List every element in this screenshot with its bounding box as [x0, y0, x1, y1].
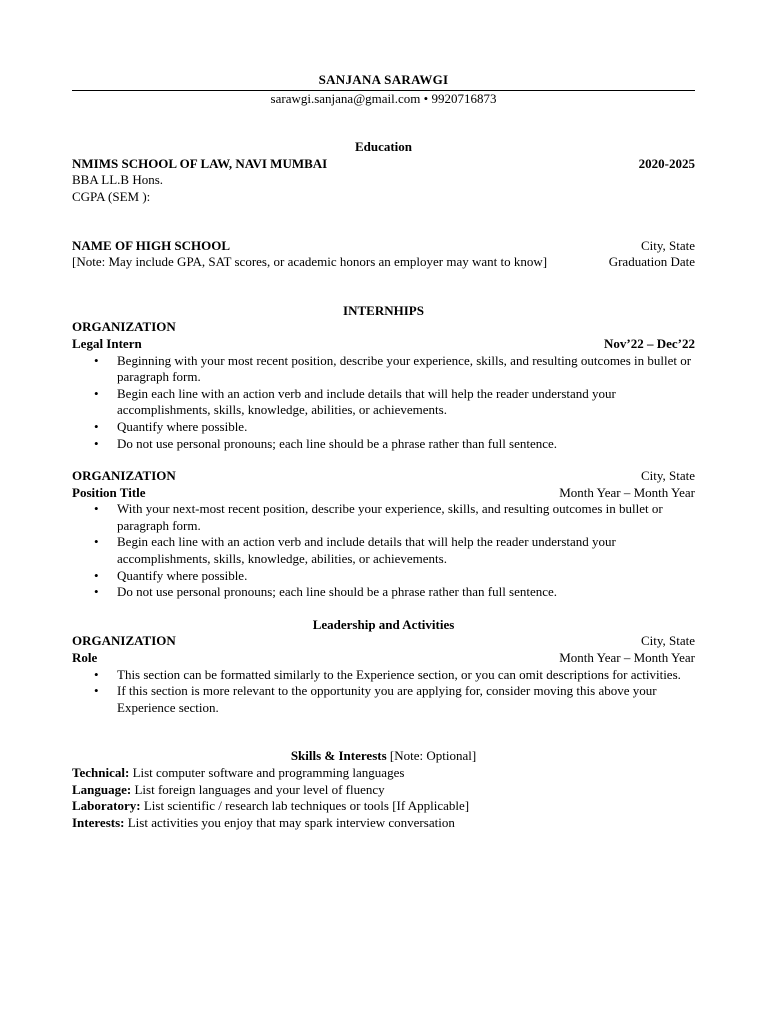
- skills-heading-row: [72, 748, 695, 765]
- leadership-role-row: [72, 650, 695, 667]
- leadership-location: City, State: [640, 633, 695, 649]
- list-item: • Do not use personal pronouns; each line should be a phrase rather than full sentence.: [117, 436, 695, 453]
- leadership-role: Role: [72, 650, 98, 666]
- list-item: • Quantify where possible.: [117, 419, 695, 436]
- leadership-organization: ORGANIZATION: [72, 633, 176, 649]
- education-graduation-date: Graduation Date: [608, 254, 695, 270]
- internship-title-row: [72, 485, 695, 502]
- skills-label: Language:: [72, 781, 132, 797]
- internship-dates: Nov’22 – Dec’22: [604, 335, 695, 351]
- internship-title: Legal Intern: [72, 335, 142, 351]
- education-heading: Education: [354, 139, 413, 155]
- list-item: • Quantify where possible.: [117, 568, 695, 585]
- skills-label: Technical:: [72, 765, 130, 780]
- internship-org-row: [72, 319, 695, 336]
- skills-label: Laboratory:: [72, 798, 141, 814]
- internship-title: Position Title: [72, 484, 146, 500]
- internship-org-row: [72, 468, 695, 485]
- list-item: • If this section is more relevant to the opportunity you are applying for, consider moving this above your Experience section.: [117, 683, 695, 716]
- education-note: [Note: May include GPA, SAT scores, or academic honors an employer may want to know]: [72, 254, 548, 270]
- skills-label: Interests:: [72, 814, 125, 830]
- internship-bullets: [72, 501, 695, 601]
- education-location: City, State: [640, 237, 695, 253]
- list-item: • With your next-most recent position, describe your experience, skills, and resulting outcomes in bullet or paragraph form.: [117, 501, 695, 534]
- internships-heading: INTERNHIPS: [343, 302, 424, 318]
- internship-organization: ORGANIZATION: [72, 468, 176, 484]
- education-degree: BBA LL.B Hons.: [72, 172, 164, 188]
- internship-location: City, State: [640, 468, 695, 484]
- skills-text: List computer software and programming languages: [129, 765, 405, 780]
- list-item: • This section can be formatted similarly to the Experience section, or you can omit descriptions for activities.: [117, 667, 695, 684]
- education-dates: 2020-2025: [638, 155, 695, 171]
- internship-entry-1: [72, 319, 695, 452]
- education-entry-2-header: [72, 238, 695, 255]
- list-item: • Begin each line with an action verb and include details that will help the reader understand your accomplishments, skills, knowledge, abilities, or achievements.: [117, 386, 695, 419]
- list-item: • Begin each line with an action verb and include details that will help the reader understand your accomplishments, skills, knowledge, abilities, or achievements.: [117, 534, 695, 567]
- internship-entry-2: [72, 468, 695, 601]
- education-entry-2-note: [72, 254, 695, 271]
- leadership-org-row: [72, 633, 695, 650]
- leadership-dates: Month Year – Month Year: [559, 650, 695, 666]
- skills-item-technical: [72, 765, 695, 782]
- education-cgpa: CGPA (SEM ):: [72, 188, 151, 204]
- list-item: • Beginning with your most recent position, describe your experience, skills, and resulting outcomes in bullet or paragraph form.: [117, 353, 695, 386]
- internship-bullets: [72, 353, 695, 453]
- leadership-heading: Leadership and Activities: [312, 616, 455, 632]
- internship-organization: ORGANIZATION: [72, 319, 176, 335]
- skills-heading: Skills & Interests: [290, 748, 387, 764]
- resume-page: [72, 72, 695, 831]
- internship-dates: Month Year – Month Year: [559, 484, 695, 500]
- education-entry-1-header: [72, 156, 695, 173]
- candidate-name: SANJANA SARAWGI: [318, 72, 449, 87]
- education-institution: NAME OF HIGH SCHOOL: [72, 237, 231, 253]
- contact-info: sarawgi.sanjana@gmail.com • 9920716873: [270, 90, 497, 106]
- skills-text: List activities you enjoy that may spark interview conversation: [124, 814, 455, 830]
- skills-item-laboratory: [72, 798, 695, 815]
- skills-text: List scientific / research lab techniques or tools [If Applicable]: [140, 798, 470, 814]
- leadership-bullets: [72, 667, 695, 717]
- skills-item-language: [72, 782, 695, 799]
- education-institution: NMIMS SCHOOL OF LAW, NAVI MUMBAI: [72, 155, 328, 171]
- skills-item-interests: [72, 815, 695, 832]
- list-item: • Do not use personal pronouns; each line should be a phrase rather than full sentence.: [117, 584, 695, 601]
- skills-heading-note: [Note: Optional]: [386, 748, 477, 764]
- skills-text: List foreign languages and your level of fluency: [131, 781, 385, 797]
- internship-title-row: [72, 336, 695, 353]
